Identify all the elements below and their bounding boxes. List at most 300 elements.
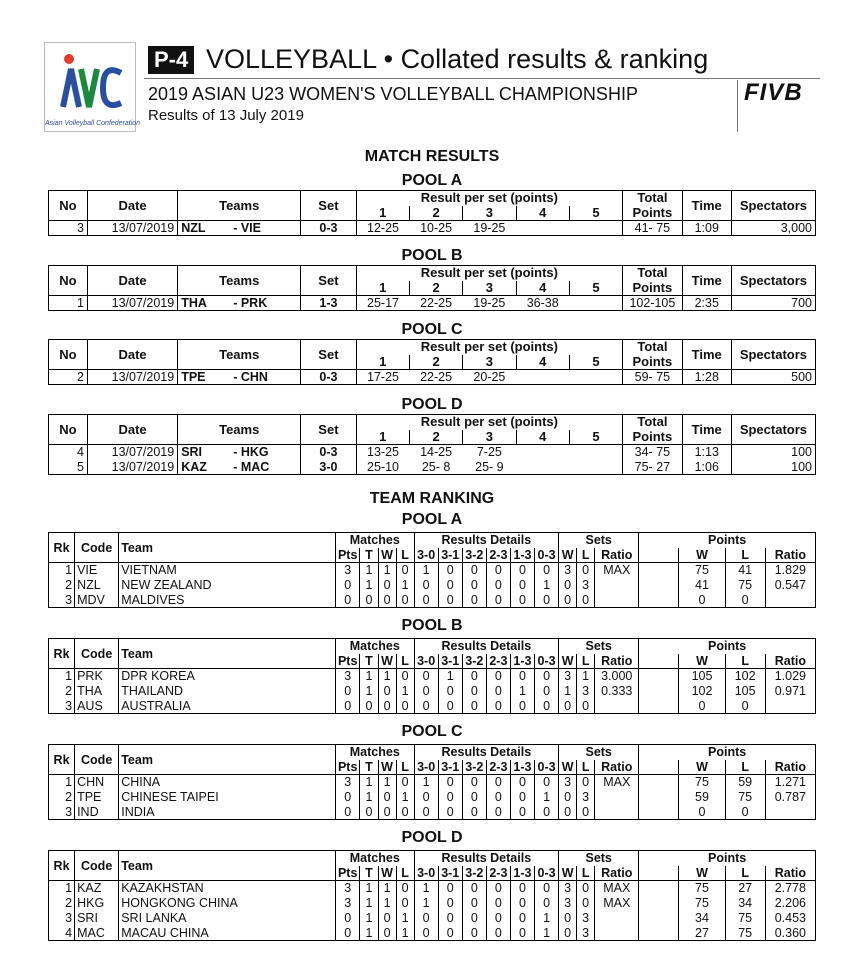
points-spacer [639,578,679,593]
team-name: SRI LANKA [119,911,336,926]
match-table [48,414,816,475]
sets-won: 0 [559,578,577,593]
header-3-2: 3-2 [462,654,486,669]
fivb-logo: FIVB [744,79,803,106]
header-set-2: 2 [409,281,462,296]
team-code: TPE [75,790,119,805]
header-set-4: 4 [516,206,569,221]
points-spacer [639,911,679,926]
header-sets-l: L [577,760,595,775]
sets-lost: 3 [577,911,595,926]
team-name: MALDIVES [119,593,336,608]
points-ratio: 0.787 [765,790,815,805]
header-result-per-set: Result per set (points) [356,266,623,281]
match-time: 1:13 [682,445,731,460]
matches-lost: 1 [396,926,414,941]
points-won: 27 [679,926,725,941]
team-code: AUS [75,699,119,714]
matches-lost: 1 [396,578,414,593]
header-set-3: 3 [463,355,516,370]
header-points: Points [639,639,816,654]
home-team: TPE [181,370,206,384]
match-table [48,339,816,385]
header-matches: Matches [335,533,414,548]
header-points-ratio: Ratio [765,760,815,775]
set-score-2: 22-25 [409,296,462,311]
match-row [49,445,816,460]
matches-lost: 0 [396,593,414,608]
result-detail-count: 0 [486,911,510,926]
sets-lost: 0 [577,775,595,790]
rank: 2 [49,896,75,911]
match-teams [178,370,301,385]
header-points-ratio: Ratio [765,548,815,563]
sets-ratio: MAX [595,563,639,578]
result-detail-count: 0 [486,881,510,896]
result-detail-count: 1 [535,578,559,593]
set-score-4 [516,445,569,460]
document-title: VOLLEYBALL • Collated results & ranking [206,44,709,74]
matches-won: 0 [378,790,396,805]
result-detail-count: 0 [462,593,486,608]
ranking-row [49,684,816,699]
result-detail-count: 1 [414,775,438,790]
team-name: CHINA [119,775,336,790]
points-ratio: 0.360 [765,926,815,941]
matches-lost: 1 [396,684,414,699]
result-detail-count: 0 [414,805,438,820]
header-set-2: 2 [409,206,462,221]
header-points-spacer [639,866,679,881]
header-set-5: 5 [569,355,622,370]
header-pts: Pts [335,548,360,563]
away-team: - CHN [233,370,268,384]
points-spacer [639,881,679,896]
rank: 4 [49,926,75,941]
ranking-table [48,850,816,941]
match-row [49,460,816,475]
result-detail-count: 0 [438,881,462,896]
ranking-row [49,578,816,593]
header-1-3: 1-3 [510,866,534,881]
header-t: T [360,760,378,775]
matches-won: 0 [378,684,396,699]
header-points: Points [639,533,816,548]
points-won: 41 [679,578,725,593]
header-sets-ratio: Ratio [595,760,639,775]
team-code: PRK [75,669,119,684]
points-spacer [639,593,679,608]
header-sets-ratio: Ratio [595,654,639,669]
header-3-2: 3-2 [462,866,486,881]
points-lost: 75 [725,790,765,805]
header-t: T [360,548,378,563]
header-results-details: Results Details [414,533,558,548]
points-spacer [639,699,679,714]
header-points-l: L [725,760,765,775]
ranking-row [49,911,816,926]
points-spacer [639,926,679,941]
header-sets-l: L [577,548,595,563]
header-set-1: 1 [356,355,409,370]
match-row [49,370,816,385]
matches-lost: 0 [396,805,414,820]
header-set-1: 1 [356,281,409,296]
header-total: Total [623,191,682,206]
result-detail-count: 0 [486,669,510,684]
team-pts: 0 [335,911,360,926]
header-set-1: 1 [356,430,409,445]
set-score-2: 14-25 [409,445,462,460]
team-pts: 0 [335,805,360,820]
set-score-5 [569,370,622,385]
header-points-l: L [725,866,765,881]
header-set-4: 4 [516,281,569,296]
team-pts: 3 [335,669,360,684]
matches-won: 0 [378,593,396,608]
header-3-1: 3-1 [438,548,462,563]
home-team: SRI [181,445,203,460]
sets-ratio: MAX [595,881,639,896]
header-rk: Rk [49,533,75,563]
points-won: 59 [679,790,725,805]
away-team: - PRK [233,296,268,310]
matches-lost: 0 [396,896,414,911]
points-lost: 75 [725,926,765,941]
result-detail-count: 0 [462,926,486,941]
matches-total: 0 [360,805,378,820]
points-lost: 41 [725,563,765,578]
result-detail-count: 0 [414,699,438,714]
header-time: Time [682,340,731,370]
header-l: L [396,866,414,881]
sets-lost: 3 [577,684,595,699]
header-sets: Sets [559,533,639,548]
header-set-5: 5 [569,281,622,296]
match-date: 13/07/2019 [87,445,177,460]
result-detail-count: 0 [462,563,486,578]
header-set-2: 2 [409,355,462,370]
match-teams [178,221,301,236]
points-lost: 75 [725,911,765,926]
matches-total: 1 [360,775,378,790]
header-teams: Teams [178,191,301,221]
result-detail-count: 0 [414,911,438,926]
ranking-row [49,805,816,820]
points-ratio: 1.829 [765,563,815,578]
team-name: HONGKONG CHINA [119,896,336,911]
header-w: W [378,548,396,563]
header-code: Code [75,851,119,881]
result-detail-count: 0 [486,563,510,578]
result-detail-count: 0 [510,911,534,926]
matches-lost: 0 [396,881,414,896]
header-team: Team [119,639,336,669]
result-detail-count: 0 [438,578,462,593]
header-spectators: Spectators [731,191,815,221]
result-detail-count: 0 [510,881,534,896]
header-matches: Matches [335,639,414,654]
result-detail-count: 0 [535,563,559,578]
result-detail-count: 0 [535,775,559,790]
sets-won: 0 [559,790,577,805]
points-ratio: 2.206 [765,896,815,911]
header-team: Team [119,533,336,563]
match-time: 1:09 [682,221,731,236]
match-set-score: 1-3 [301,296,356,311]
header-divider [737,80,738,132]
result-detail-count: 0 [510,790,534,805]
matches-total: 1 [360,563,378,578]
header-results-details: Results Details [414,639,558,654]
points-spacer [639,896,679,911]
result-detail-count: 0 [438,775,462,790]
spectators: 100 [731,445,815,460]
result-detail-count: 1 [438,669,462,684]
result-detail-count: 0 [510,775,534,790]
points-ratio [765,699,815,714]
points-won: 102 [679,684,725,699]
header-0-3: 0-3 [535,760,559,775]
result-detail-count: 0 [535,684,559,699]
rank: 2 [49,790,75,805]
points-ratio [765,805,815,820]
result-detail-count: 0 [462,699,486,714]
result-detail-count: 0 [462,896,486,911]
header-2-3: 2-3 [486,548,510,563]
sets-won: 3 [559,881,577,896]
team-name: INDIA [119,805,336,820]
result-detail-count: 0 [510,805,534,820]
home-team: THA [181,296,207,310]
result-detail-count: 0 [510,699,534,714]
sets-won: 3 [559,775,577,790]
sets-won: 3 [559,669,577,684]
matches-lost: 0 [396,775,414,790]
header-3-1: 3-1 [438,654,462,669]
result-detail-count: 0 [535,593,559,608]
team-pts: 3 [335,563,360,578]
header-0-3: 0-3 [535,866,559,881]
result-detail-count: 0 [414,926,438,941]
header-sets-w: W [559,760,577,775]
team-code: VIE [75,563,119,578]
result-detail-count: 0 [486,578,510,593]
match-no: 3 [49,221,88,236]
result-detail-count: 1 [414,563,438,578]
result-detail-count: 0 [438,790,462,805]
team-code: HKG [75,896,119,911]
header-points: Points [623,206,682,221]
set-score-2: 25- 8 [409,460,462,475]
points-ratio: 0.547 [765,578,815,593]
match-teams [178,296,301,311]
header-2-3: 2-3 [486,760,510,775]
header-set-3: 3 [463,281,516,296]
result-detail-count: 0 [510,578,534,593]
matches-total: 1 [360,684,378,699]
result-detail-count: 0 [438,911,462,926]
sets-won: 0 [559,699,577,714]
matches-total: 1 [360,790,378,805]
matches-lost: 1 [396,911,414,926]
matches-total: 1 [360,911,378,926]
header-points: Points [639,851,816,866]
header-l: L [396,760,414,775]
result-detail-count: 1 [414,881,438,896]
result-detail-count: 0 [462,790,486,805]
logo-caption: Asian Volleyball Confederation [45,120,141,127]
match-header-row [49,266,816,281]
matches-lost: 0 [396,563,414,578]
result-detail-count: 0 [414,669,438,684]
result-detail-count: 0 [486,684,510,699]
matches-won: 0 [378,578,396,593]
header-sets-w: W [559,654,577,669]
match-table [48,265,816,311]
avc-logo [44,42,141,132]
header-1-3: 1-3 [510,654,534,669]
sets-ratio [595,805,639,820]
result-detail-count: 0 [486,805,510,820]
points-spacer [639,684,679,699]
header-3-0: 3-0 [414,866,438,881]
total-points: 41- 75 [623,221,682,236]
avc-logo-icon [57,49,125,111]
points-spacer [639,563,679,578]
result-detail-count: 0 [462,578,486,593]
header-points-spacer [639,760,679,775]
ranking-table [48,532,816,608]
sets-lost: 0 [577,881,595,896]
sets-won: 0 [559,911,577,926]
sets-lost: 0 [577,896,595,911]
header-3-0: 3-0 [414,548,438,563]
header-2-3: 2-3 [486,654,510,669]
result-detail-count: 0 [438,805,462,820]
header-set: Set [301,340,356,370]
team-code: THA [75,684,119,699]
header-3-2: 3-2 [462,548,486,563]
points-spacer [639,805,679,820]
set-score-2: 10-25 [409,221,462,236]
points-spacer [639,775,679,790]
points-lost: 59 [725,775,765,790]
sets-won: 0 [559,593,577,608]
header-points-w: W [679,548,725,563]
header-points-w: W [679,760,725,775]
header-no: No [49,191,88,221]
sets-ratio [595,578,639,593]
header-points-spacer [639,548,679,563]
result-detail-count: 0 [462,881,486,896]
header-points: Points [623,281,682,296]
header-3-2: 3-2 [462,760,486,775]
header-no: No [49,266,88,296]
set-score-3: 19-25 [463,296,516,311]
result-detail-count: 1 [535,926,559,941]
sets-lost: 3 [577,578,595,593]
header-points-spacer [639,654,679,669]
header-time: Time [682,266,731,296]
ranking-table [48,638,816,714]
sets-ratio [595,911,639,926]
team-code: KAZ [75,881,119,896]
spectators: 3,000 [731,221,815,236]
points-won: 75 [679,775,725,790]
document-code-badge: P-4 [148,46,194,74]
away-team: - VIE [233,221,261,235]
sets-ratio [595,926,639,941]
set-score-4: 36-38 [516,296,569,311]
points-lost: 105 [725,684,765,699]
result-detail-count: 1 [535,790,559,805]
header-set-3: 3 [463,430,516,445]
header-no: No [49,340,88,370]
ranking-row [49,926,816,941]
spectators: 100 [731,460,815,475]
team-pts: 0 [335,699,360,714]
ranking-header-row [49,851,816,866]
match-no: 4 [49,445,88,460]
header-date: Date [87,415,177,445]
result-detail-count: 0 [486,926,510,941]
points-lost: 0 [725,699,765,714]
result-detail-count: 0 [486,896,510,911]
championship-title: 2019 ASIAN U23 WOMEN'S VOLLEYBALL CHAMPIONSHIP [148,84,638,104]
header-points-w: W [679,866,725,881]
team-code: MDV [75,593,119,608]
team-code: CHN [75,775,119,790]
match-time: 2:35 [682,296,731,311]
header-l: L [396,548,414,563]
team-code: SRI [75,911,119,926]
result-detail-count: 1 [510,684,534,699]
result-detail-count: 0 [462,775,486,790]
set-score-1: 25-10 [356,460,409,475]
match-teams [178,460,301,475]
header-code: Code [75,745,119,775]
points-spacer [639,669,679,684]
total-points: 34- 75 [623,445,682,460]
header-time: Time [682,415,731,445]
header-sets-w: W [559,548,577,563]
result-detail-count: 0 [438,896,462,911]
match-time: 1:06 [682,460,731,475]
points-won: 0 [679,805,725,820]
header-set: Set [301,415,356,445]
matches-won: 0 [378,926,396,941]
match-header-row [49,191,816,206]
spectators: 500 [731,370,815,385]
team-code: NZL [75,578,119,593]
match-set-score: 0-3 [301,221,356,236]
total-points: 102-105 [623,296,682,311]
match-time: 1:28 [682,370,731,385]
points-won: 75 [679,881,725,896]
header-spectators: Spectators [731,415,815,445]
rank: 3 [49,593,75,608]
set-score-5 [569,221,622,236]
header-rk: Rk [49,851,75,881]
rank: 3 [49,699,75,714]
set-score-1: 17-25 [356,370,409,385]
header-results-details: Results Details [414,745,558,760]
header-w: W [378,760,396,775]
matches-total: 0 [360,699,378,714]
match-table [48,190,816,236]
ranking-row [49,593,816,608]
